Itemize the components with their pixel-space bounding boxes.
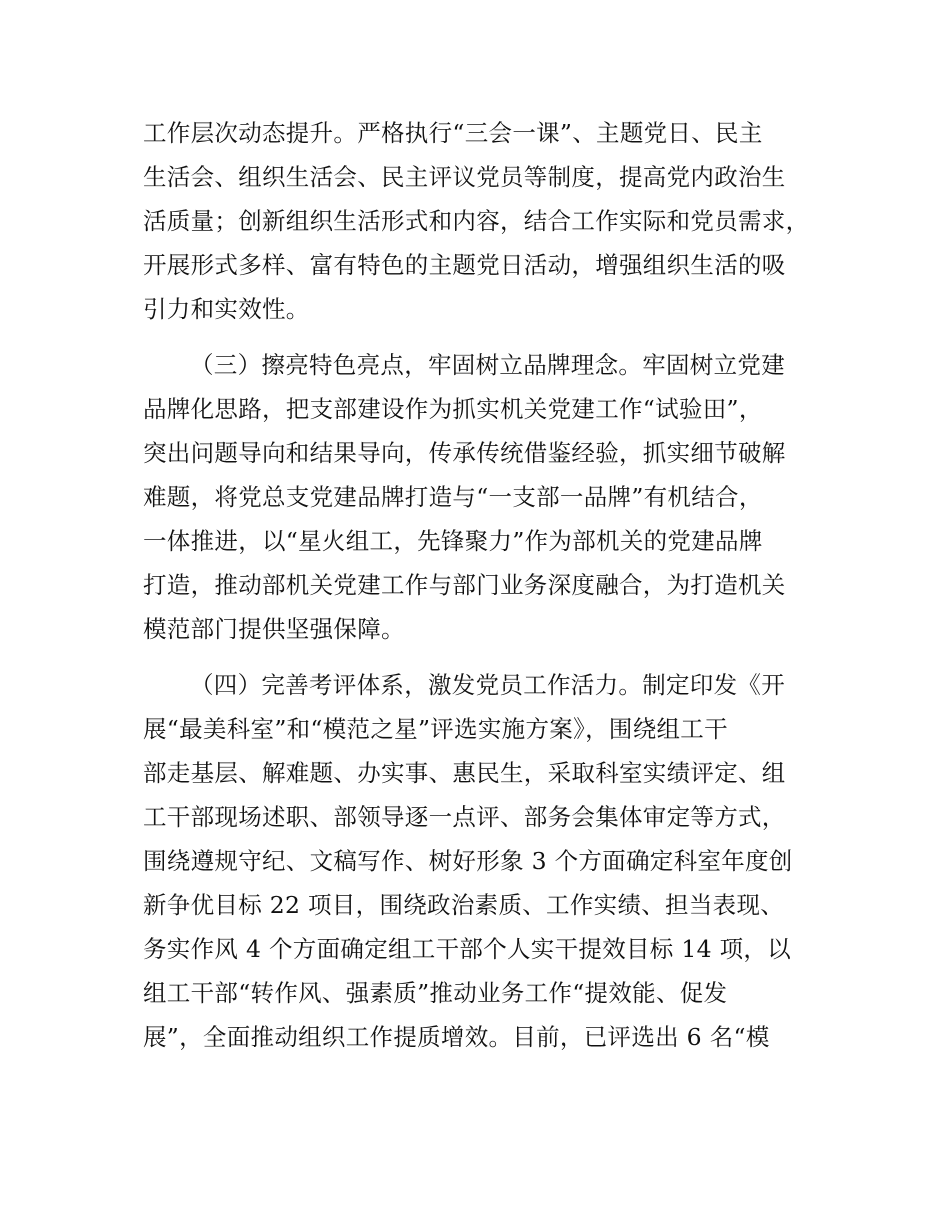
text-line: 打造，推动部机关党建工作与部门业务深度融合，为打造机关 [143, 571, 786, 599]
text-line: 品牌化思路，把支部建设作为抓实机关党建工作“试验田”， [143, 395, 763, 423]
text-line: 活质量；创新组织生活形式和内容，结合工作实际和党员需求， [143, 207, 810, 235]
text-line: 务实作风 4 个方面确定组工干部个人实干提效目标 14 项，以 [143, 935, 792, 963]
text-line: 围绕遵规守纪、文稿写作、树好形象 3 个方面确定科室年度创 [143, 847, 793, 875]
text-line: 开展形式多样、富有特色的主题党日活动，增强组织生活的吸 [143, 251, 786, 279]
text-line: 突出问题导向和结果导向，传承传统借鉴经验，抓实细节破解 [143, 439, 786, 467]
text-line: 一体推进，以“星火组工，先锋聚力”作为部机关的党建品牌 [143, 527, 763, 555]
text-line: 工作层次动态提升。严格执行“三会一课”、主题党日、民主 [143, 119, 763, 147]
section-heading-line: （四）完善考评体系，激发党员工作活力。制定印发《开 [190, 671, 785, 699]
section-heading-line: （三）擦亮特色亮点，牢固树立品牌理念。牢固树立党建 [190, 351, 785, 379]
text-line: 难题，将党总支党建品牌打造与“一支部一品牌”有机结合， [143, 483, 763, 511]
text-line: 组工干部“转作风、强素质”推动业务工作“提效能、促发 [143, 979, 728, 1007]
text-line: 展“最美科室”和“模范之星”评选实施方案》，围绕组工干 [143, 715, 728, 743]
text-line: 引力和实效性。 [143, 295, 310, 323]
text-line: 工干部现场述职、部领导逐一点评、部务会集体审定等方式， [143, 803, 786, 831]
text-line: 新争优目标 22 项目，围绕政治素质、工作实绩、担当表现、 [143, 891, 785, 919]
text-line: 生活会、组织生活会、民主评议党员等制度，提高党内政治生 [143, 163, 786, 191]
text-line: 模范部门提供坚强保障。 [143, 615, 405, 643]
text-line: 部走基层、解难题、办实事、惠民生，采取科室实绩评定、组 [143, 759, 786, 787]
text-line: 展”，全面推动组织工作提质增效。目前，已评选出 6 名“模 [143, 1023, 770, 1051]
